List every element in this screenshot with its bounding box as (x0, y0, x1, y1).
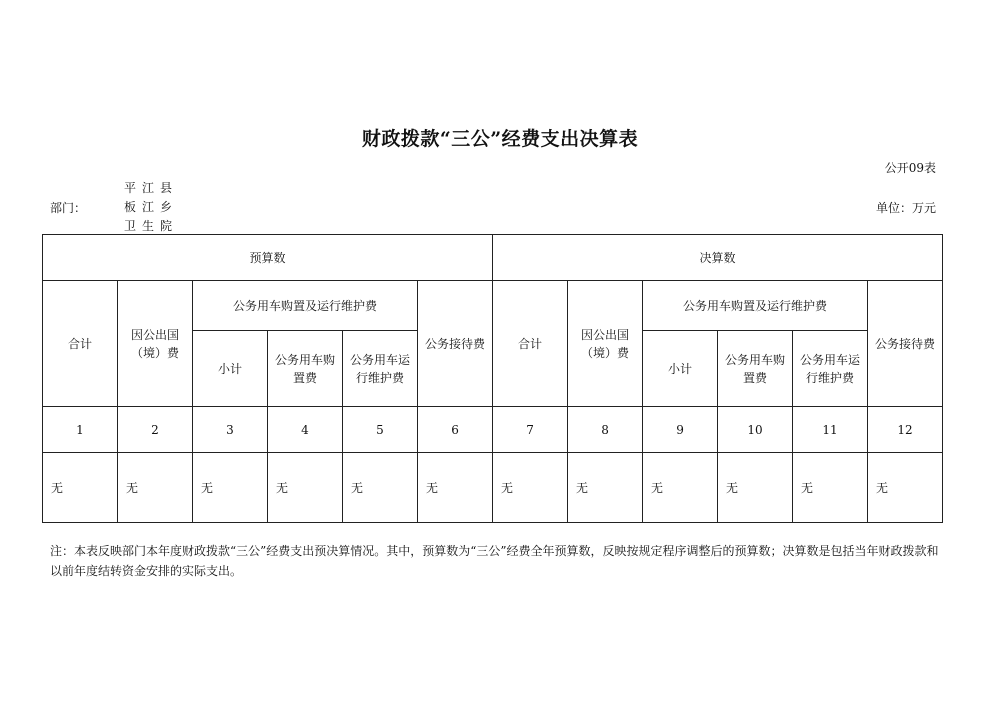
header-vehicle-operation: 公务用车运行维护费 (793, 331, 868, 407)
value-cell: 无 (643, 453, 718, 523)
table-row (43, 453, 943, 523)
column-number: 9 (643, 407, 718, 453)
header-vehicle: 公务用车购置及运行维护费 (193, 281, 418, 331)
expense-table (42, 234, 943, 523)
column-number: 4 (268, 407, 343, 453)
header-subtotal: 小计 (643, 331, 718, 407)
column-number: 7 (493, 407, 568, 453)
department-name: 平江县板江乡卫生院 (124, 181, 179, 233)
value-cell: 无 (118, 453, 193, 523)
header-vehicle-operation: 公务用车运行维护费 (343, 331, 418, 407)
value-cell: 无 (793, 453, 868, 523)
value-cell: 无 (868, 453, 943, 523)
page-title: 财政拨款“三公”经费支出决算表 (361, 128, 639, 150)
footnote: 注：本表反映部门本年度财政拨款“三公”经费支出预决算情况。其中，预算数为“三公”经费全年预算数，反映按规定程序调整后的预算数；决算数是包括当年财政拨款和以前年度结转资金安排的实际支出。 (50, 544, 939, 578)
header-abroad: 因公出国（境）费 (118, 281, 193, 407)
value-cell: 无 (43, 453, 118, 523)
sub-header-row (43, 281, 943, 331)
value-cell: 无 (493, 453, 568, 523)
value-cell: 无 (343, 453, 418, 523)
header-abroad: 因公出国（境）费 (568, 281, 643, 407)
column-number: 12 (868, 407, 943, 453)
department-label: 部门： (50, 201, 87, 215)
value-cell: 无 (418, 453, 493, 523)
column-number: 2 (118, 407, 193, 453)
header-total: 合计 (43, 281, 118, 407)
column-number: 11 (793, 407, 868, 453)
value-cell: 无 (268, 453, 343, 523)
header-subtotal: 小计 (193, 331, 268, 407)
header-vehicle: 公务用车购置及运行维护费 (643, 281, 868, 331)
column-number: 5 (343, 407, 418, 453)
unit-label: 单位：万元 (875, 201, 936, 215)
form-number: 公开09表 (884, 161, 936, 175)
value-cell: 无 (193, 453, 268, 523)
group-header-actual: 决算数 (493, 235, 943, 281)
value-cell: 无 (568, 453, 643, 523)
column-number: 1 (43, 407, 118, 453)
group-header-row (43, 235, 943, 281)
column-number: 3 (193, 407, 268, 453)
header-vehicle-purchase: 公务用车购置费 (718, 331, 793, 407)
column-number: 6 (418, 407, 493, 453)
column-number: 8 (568, 407, 643, 453)
header-vehicle-purchase: 公务用车购置费 (268, 331, 343, 407)
header-total: 合计 (493, 281, 568, 407)
value-cell: 无 (718, 453, 793, 523)
header-reception: 公务接待费 (418, 281, 493, 407)
group-header-budget: 预算数 (43, 235, 493, 281)
column-number: 10 (718, 407, 793, 453)
column-number-row (43, 407, 943, 453)
header-reception: 公务接待费 (868, 281, 943, 407)
